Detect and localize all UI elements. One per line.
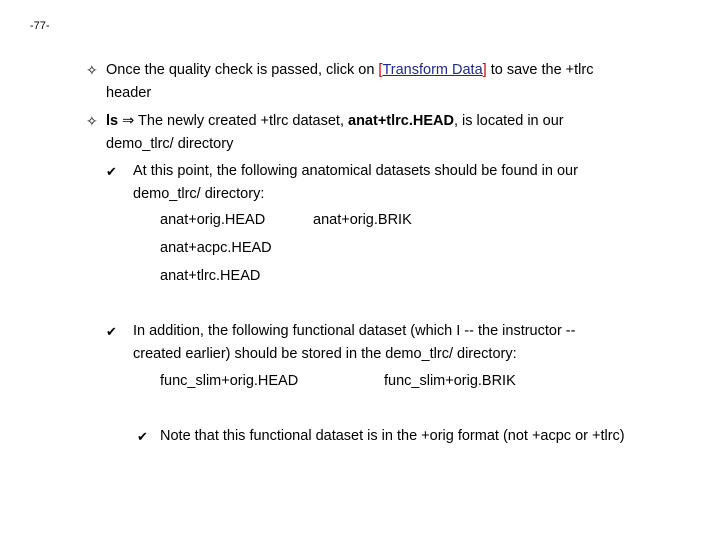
item-ls-middle: The newly created +tlrc dataset, (134, 113, 349, 129)
sub-func-line2: created earlier) should be stored in the demo_tlrc/ directory: (133, 346, 517, 362)
ls-command: ls (106, 113, 119, 129)
item-transform-line2: header (106, 85, 152, 101)
sub-func-line1: In addition, the following functional dataset (which I -- the instructor -- (133, 323, 576, 339)
note-text: Note that this functional dataset is in the +orig format (not +acpc or +tlrc) (160, 428, 625, 444)
anat-file: anat+orig.BRIK (313, 212, 412, 228)
func-file: func_slim+orig.HEAD (160, 373, 299, 389)
checkmark-bullet-icon: ✔ (137, 429, 148, 444)
anat-file: anat+orig.HEAD (160, 212, 266, 228)
item-transform-suffix: to save the +tlrc (486, 62, 594, 78)
bracket-open: [ (378, 62, 383, 78)
arrow-icon: ⇒ (122, 113, 135, 129)
func-file: func_slim+orig.BRIK (384, 373, 516, 389)
diamond-bullet-icon: ✧ (86, 62, 98, 78)
item-transform-line1 (106, 59, 593, 81)
item-ls-line1 (106, 110, 564, 132)
item-transform-prefix: Once the quality check is passed, click on (106, 62, 379, 78)
checkmark-bullet-icon: ✔ (106, 324, 117, 339)
sub-anat-line1: At this point, the following anatomical datasets should be found in our (133, 163, 578, 179)
sub-anat-line2: demo_tlrc/ directory: (133, 186, 265, 202)
anat-file: anat+acpc.HEAD (160, 240, 272, 256)
page-number: -77- (30, 20, 50, 32)
tlrc-dataset-name: anat+tlrc.HEAD (348, 113, 454, 129)
diamond-bullet-icon: ✧ (86, 113, 98, 129)
checkmark-bullet-icon: ✔ (106, 164, 117, 179)
anat-file: anat+tlrc.HEAD (160, 268, 261, 284)
transform-data-link[interactable]: Transform Data (382, 62, 483, 78)
item-ls-line2: demo_tlrc/ directory (106, 136, 234, 152)
item-ls-suffix: , is located in our (453, 113, 564, 129)
bracket-close: ] (482, 62, 487, 78)
